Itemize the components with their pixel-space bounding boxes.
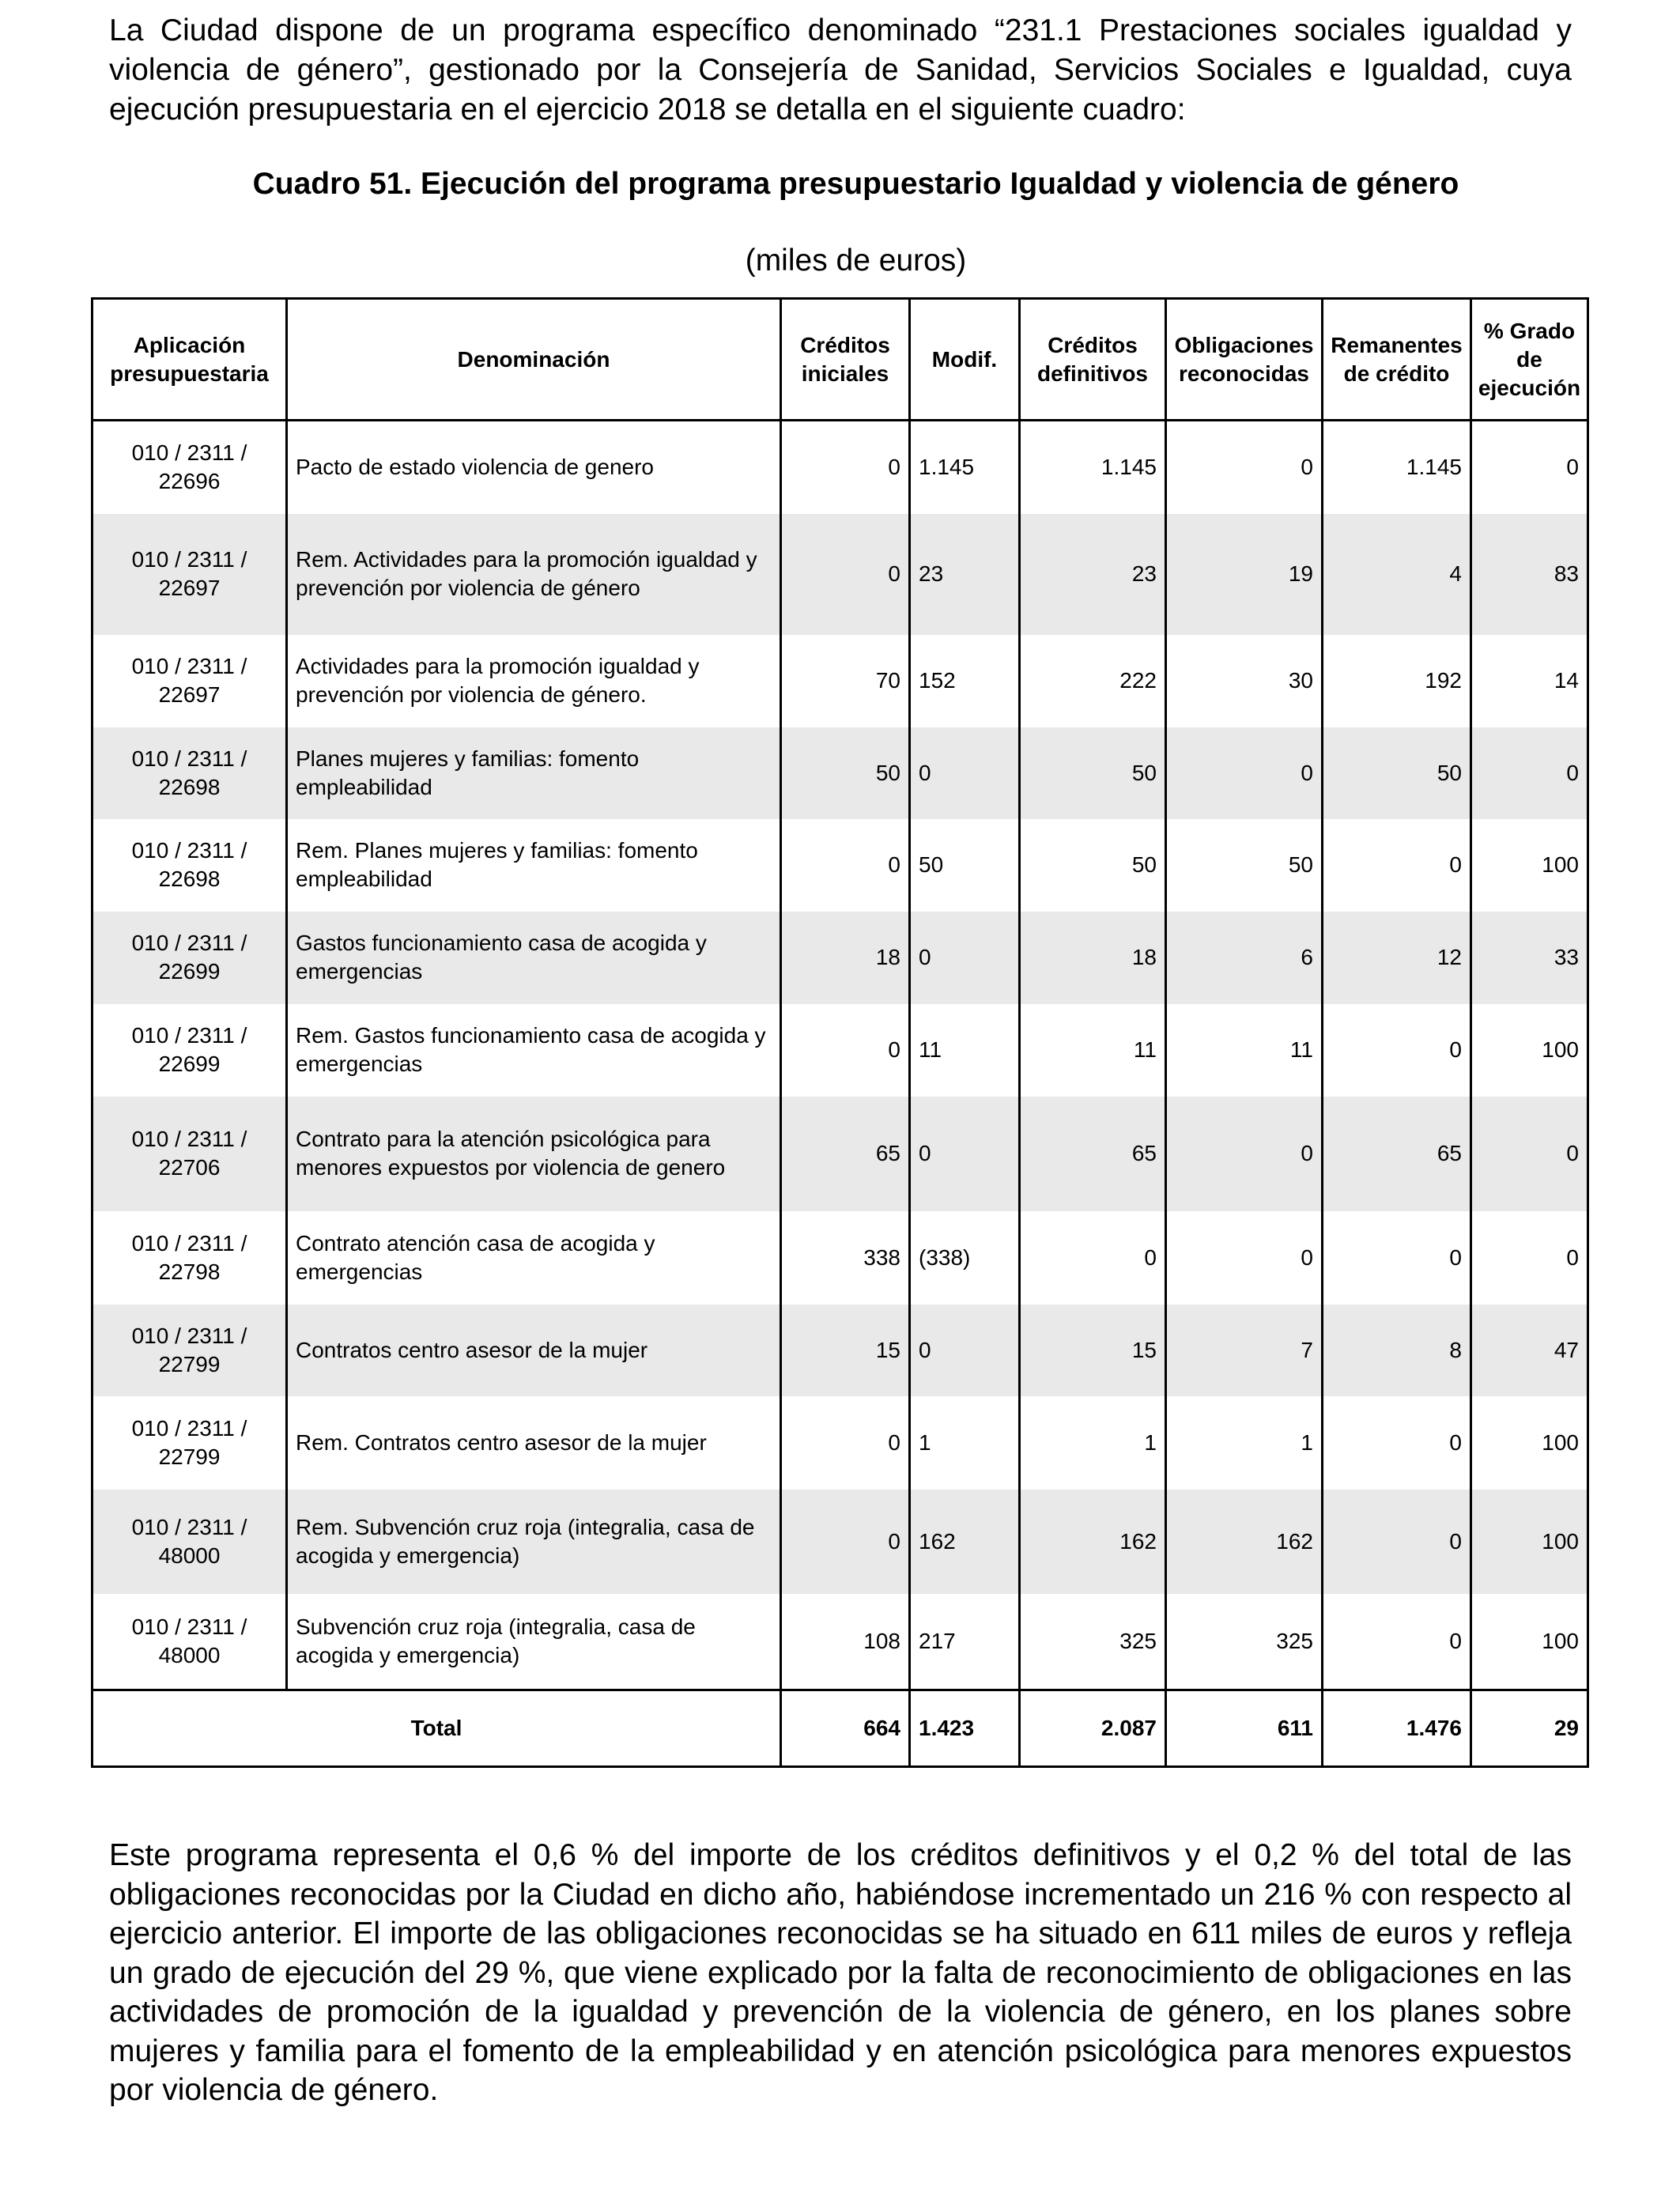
cell-denominacion: Rem. Subvención cruz roja (integralia, casa de acogida y emergencia) [287, 1490, 781, 1594]
cell-creditos-definitivos: 0 [1020, 1211, 1166, 1305]
cell-denominacion: Contrato para la atención psicológica para menores expuestos por violencia de genero [287, 1097, 781, 1211]
cell-grado: 100 [1471, 1396, 1588, 1490]
table-row [92, 1490, 1588, 1594]
table-row [92, 1004, 1588, 1097]
table-row [92, 1396, 1588, 1490]
cell-obligaciones: 0 [1166, 1211, 1323, 1305]
table-units: (miles de euros) [745, 244, 967, 278]
cell-creditos-definitivos: 325 [1020, 1594, 1166, 1690]
header-remanentes: Remanentes de crédito [1323, 299, 1471, 421]
header-grado: % Grado de ejecución [1471, 299, 1588, 421]
cell-modif: 1.145 [910, 421, 1020, 514]
table-row [92, 727, 1588, 819]
cell-remanentes: 4 [1323, 514, 1471, 635]
table-row [92, 912, 1588, 1004]
closing-paragraph: Este programa representa el 0,6 % del importe de los créditos definitivos y el 0,2 % del total de las obligaciones reconocidas por la Ciudad en dicho año, habiéndose incrementado un 216 % con respecto al ejercicio anterior. El importe de las obligaciones reconocidas se ha situado en 611 miles de euros y refleja un grado de ejecución del 29 %, que viene explicado por la falta de reconocimiento de obligaciones en las actividades de promoción de la igualdad y prevención de la violencia de género, en los planes sobre mujeres y familia para el fomento de la empleabilidad y en atención psicológica para menores expuestos por violencia de género. [109, 1838, 1572, 2107]
cell-creditos-definitivos: 1.145 [1020, 421, 1166, 514]
cell-obligaciones: 19 [1166, 514, 1323, 635]
cell-aplicacion: 010 / 2311 / 22699 [92, 912, 287, 1004]
cell-denominacion: Actividades para la promoción igualdad y prevención por violencia de género. [287, 635, 781, 727]
cell-aplicacion: 010 / 2311 / 22706 [92, 1097, 287, 1211]
cell-remanentes: 8 [1323, 1305, 1471, 1396]
cell-creditos-definitivos: 65 [1020, 1097, 1166, 1211]
cell-obligaciones: 7 [1166, 1305, 1323, 1396]
cell-denominacion: Subvención cruz roja (integralia, casa de acogida y emergencia) [287, 1594, 781, 1690]
intro-paragraph: La Ciudad dispone de un programa específico denominado “231.1 Prestaciones sociales igualdad y violencia de género”, gestionado por la Consejería de Sanidad, Servicios Sociales e Igualdad, cuya ejecución presupuestaria en el ejercicio 2018 se detalla en el siguiente cuadro: [109, 13, 1572, 127]
cell-creditos-definitivos: 15 [1020, 1305, 1166, 1396]
cell-grado: 100 [1471, 1004, 1588, 1097]
cell-modif: (338) [910, 1211, 1020, 1305]
cell-obligaciones: 11 [1166, 1004, 1323, 1097]
table-row [92, 421, 1588, 514]
header-modif: Modif. [910, 299, 1020, 421]
cell-remanentes: 1.145 [1323, 421, 1471, 514]
cell-denominacion: Pacto de estado violencia de genero [287, 421, 781, 514]
total-creditos-iniciales: 664 [781, 1690, 910, 1767]
table-body [92, 421, 1588, 1767]
cell-creditos-iniciales: 0 [781, 514, 910, 635]
cell-obligaciones: 50 [1166, 819, 1323, 912]
cell-creditos-iniciales: 0 [781, 421, 910, 514]
cell-grado: 0 [1471, 1097, 1588, 1211]
cell-obligaciones: 0 [1166, 421, 1323, 514]
cell-grado: 0 [1471, 421, 1588, 514]
cell-modif: 1 [910, 1396, 1020, 1490]
cell-modif: 0 [910, 727, 1020, 819]
cell-modif: 0 [910, 1305, 1020, 1396]
header-creditos-definitivos: Créditos definitivos [1020, 299, 1166, 421]
cell-creditos-iniciales: 15 [781, 1305, 910, 1396]
cell-grado: 100 [1471, 1594, 1588, 1690]
table-row [92, 635, 1588, 727]
cell-modif: 50 [910, 819, 1020, 912]
cell-denominacion: Rem. Contratos centro asesor de la mujer [287, 1396, 781, 1490]
cell-creditos-iniciales: 65 [781, 1097, 910, 1211]
cell-remanentes: 0 [1323, 1211, 1471, 1305]
cell-denominacion: Planes mujeres y familias: fomento empleabilidad [287, 727, 781, 819]
cell-remanentes: 0 [1323, 1004, 1471, 1097]
cell-remanentes: 0 [1323, 1396, 1471, 1490]
cell-grado: 100 [1471, 819, 1588, 912]
cell-creditos-iniciales: 0 [781, 1490, 910, 1594]
cell-grado: 33 [1471, 912, 1588, 1004]
cell-creditos-iniciales: 18 [781, 912, 910, 1004]
cell-denominacion: Rem. Actividades para la promoción igualdad y prevención por violencia de género [287, 514, 781, 635]
cell-remanentes: 50 [1323, 727, 1471, 819]
cell-creditos-definitivos: 50 [1020, 819, 1166, 912]
table-header [92, 299, 1588, 421]
cell-aplicacion: 010 / 2311 / 48000 [92, 1490, 287, 1594]
cell-denominacion: Gastos funcionamiento casa de acogida y emergencias [287, 912, 781, 1004]
cell-remanentes: 0 [1323, 1490, 1471, 1594]
cell-denominacion: Contrato atención casa de acogida y emergencias [287, 1211, 781, 1305]
cell-creditos-iniciales: 0 [781, 819, 910, 912]
cell-obligaciones: 6 [1166, 912, 1323, 1004]
cell-obligaciones: 30 [1166, 635, 1323, 727]
cell-modif: 0 [910, 1097, 1020, 1211]
cell-remanentes: 65 [1323, 1097, 1471, 1211]
cell-grado: 100 [1471, 1490, 1588, 1594]
table-row [92, 1097, 1588, 1211]
cell-creditos-definitivos: 11 [1020, 1004, 1166, 1097]
total-remanentes: 1.476 [1323, 1690, 1471, 1767]
cell-aplicacion: 010 / 2311 / 22799 [92, 1305, 287, 1396]
cell-obligaciones: 0 [1166, 1097, 1323, 1211]
table-row [92, 514, 1588, 635]
total-obligaciones: 611 [1166, 1690, 1323, 1767]
cell-remanentes: 12 [1323, 912, 1471, 1004]
cell-modif: 217 [910, 1594, 1020, 1690]
table-row [92, 819, 1588, 912]
cell-aplicacion: 010 / 2311 / 22698 [92, 819, 287, 912]
cell-grado: 14 [1471, 635, 1588, 727]
cell-creditos-definitivos: 162 [1020, 1490, 1166, 1594]
cell-grado: 47 [1471, 1305, 1588, 1396]
cell-obligaciones: 1 [1166, 1396, 1323, 1490]
cell-grado: 0 [1471, 1211, 1588, 1305]
total-row [92, 1690, 1588, 1767]
total-grado: 29 [1471, 1690, 1588, 1767]
cell-creditos-iniciales: 70 [781, 635, 910, 727]
cell-modif: 152 [910, 635, 1020, 727]
cell-aplicacion: 010 / 2311 / 22799 [92, 1396, 287, 1490]
cell-aplicacion: 010 / 2311 / 22697 [92, 514, 287, 635]
cell-denominacion: Rem. Planes mujeres y familias: fomento empleabilidad [287, 819, 781, 912]
header-creditos-iniciales: Créditos iniciales [781, 299, 910, 421]
cell-creditos-definitivos: 222 [1020, 635, 1166, 727]
cell-aplicacion: 010 / 2311 / 22697 [92, 635, 287, 727]
header-obligaciones: Obligaciones reconocidas [1166, 299, 1323, 421]
cell-creditos-definitivos: 23 [1020, 514, 1166, 635]
cell-remanentes: 192 [1323, 635, 1471, 727]
cell-modif: 23 [910, 514, 1020, 635]
cell-obligaciones: 0 [1166, 727, 1323, 819]
cell-creditos-definitivos: 50 [1020, 727, 1166, 819]
cell-grado: 0 [1471, 727, 1588, 819]
header-aplicacion: Aplicación presupuestaria [92, 299, 287, 421]
cell-modif: 162 [910, 1490, 1020, 1594]
cell-aplicacion: 010 / 2311 / 22798 [92, 1211, 287, 1305]
header-denominacion: Denominación [287, 299, 781, 421]
cell-creditos-iniciales: 0 [781, 1396, 910, 1490]
total-label: Total [92, 1690, 781, 1767]
table-row [92, 1594, 1588, 1690]
cell-aplicacion: 010 / 2311 / 22699 [92, 1004, 287, 1097]
cell-creditos-iniciales: 50 [781, 727, 910, 819]
cell-aplicacion: 010 / 2311 / 22696 [92, 421, 287, 514]
cell-grado: 83 [1471, 514, 1588, 635]
total-modif: 1.423 [910, 1690, 1020, 1767]
total-creditos-definitivos: 2.087 [1020, 1690, 1166, 1767]
cell-creditos-iniciales: 108 [781, 1594, 910, 1690]
cell-modif: 0 [910, 912, 1020, 1004]
cell-denominacion: Rem. Gastos funcionamiento casa de acogida y emergencias [287, 1004, 781, 1097]
cell-creditos-definitivos: 18 [1020, 912, 1166, 1004]
table-row [92, 1305, 1588, 1396]
cell-obligaciones: 325 [1166, 1594, 1323, 1690]
cell-creditos-iniciales: 338 [781, 1211, 910, 1305]
cell-remanentes: 0 [1323, 1594, 1471, 1690]
cell-modif: 11 [910, 1004, 1020, 1097]
cell-creditos-iniciales: 0 [781, 1004, 910, 1097]
cell-denominacion: Contratos centro asesor de la mujer [287, 1305, 781, 1396]
budget-execution-table [91, 297, 1589, 1768]
cell-obligaciones: 162 [1166, 1490, 1323, 1594]
cell-creditos-definitivos: 1 [1020, 1396, 1166, 1490]
table-title: Cuadro 51. Ejecución del programa presupuestario Igualdad y violencia de género [252, 167, 1459, 201]
cell-aplicacion: 010 / 2311 / 22698 [92, 727, 287, 819]
cell-aplicacion: 010 / 2311 / 48000 [92, 1594, 287, 1690]
table-row [92, 1211, 1588, 1305]
cell-remanentes: 0 [1323, 819, 1471, 912]
